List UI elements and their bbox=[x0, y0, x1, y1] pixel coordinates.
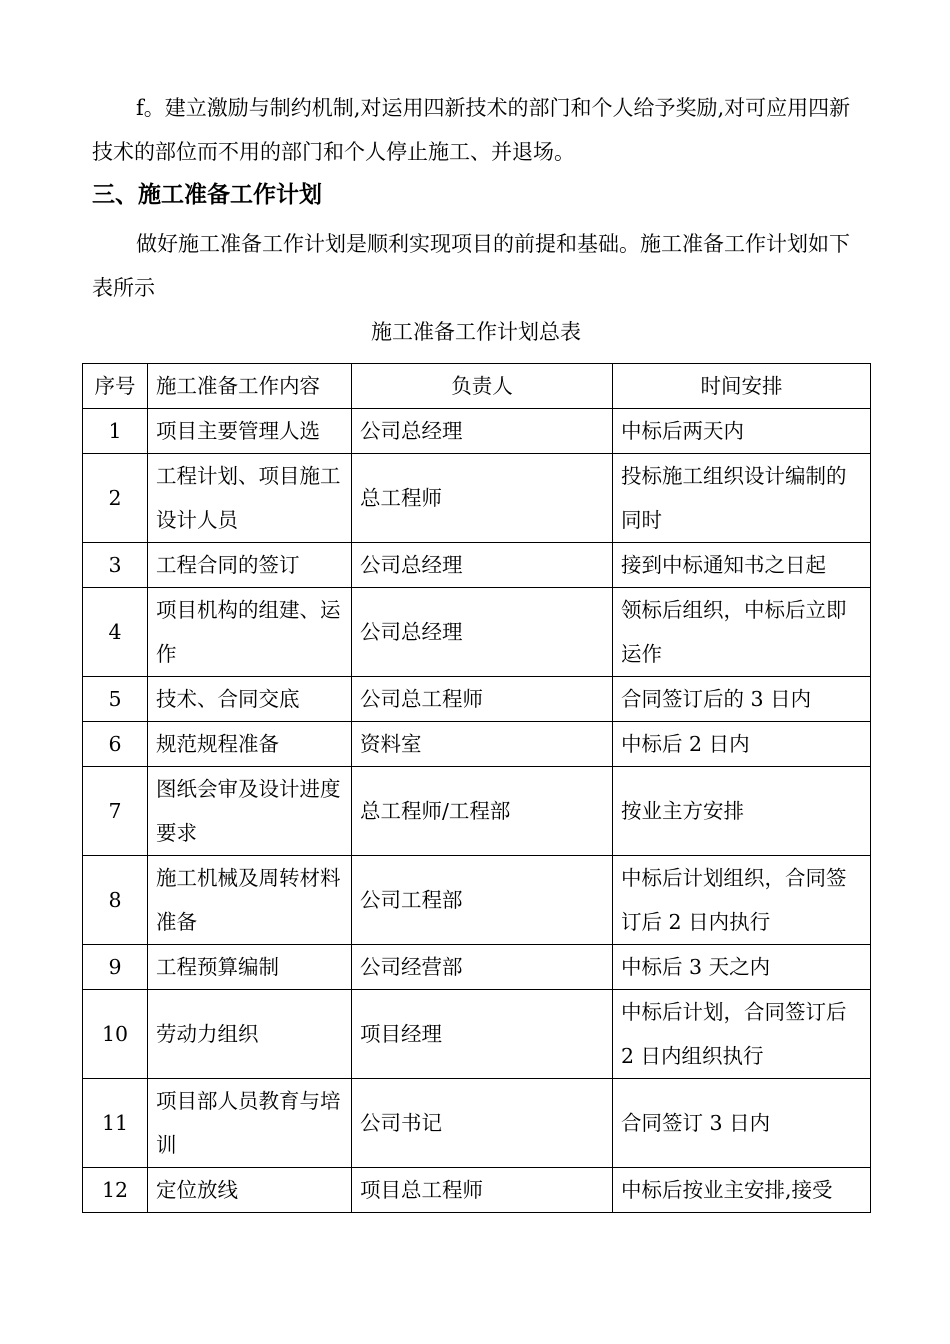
cell-content: 工程计划、项目施工设计人员 bbox=[148, 454, 352, 543]
cell-time: 中标后 2 日内 bbox=[613, 722, 871, 767]
table-row bbox=[83, 454, 871, 543]
cell-content: 施工机械及周转材料准备 bbox=[148, 856, 352, 945]
cell-owner: 公司书记 bbox=[352, 1079, 613, 1168]
cell-owner: 公司总经理 bbox=[352, 409, 613, 454]
cell-no: 6 bbox=[83, 722, 148, 767]
table-row bbox=[83, 722, 871, 767]
paragraph-incentive-text: f。建立激励与制约机制,对运用四新技术的部门和个人给予奖励,对可应用四新技术的部位而不用的部门和个人停止施工、并退场。 bbox=[92, 96, 851, 164]
paragraph-incentive bbox=[92, 86, 862, 174]
cell-no: 4 bbox=[83, 588, 148, 677]
cell-owner: 公司总经理 bbox=[352, 588, 613, 677]
cell-owner: 资料室 bbox=[352, 722, 613, 767]
cell-time: 接到中标通知书之日起 bbox=[613, 543, 871, 588]
cell-content: 工程合同的签订 bbox=[148, 543, 352, 588]
cell-time: 合同签订 3 日内 bbox=[613, 1079, 871, 1168]
cell-time: 中标后两天内 bbox=[613, 409, 871, 454]
cell-owner: 项目总工程师 bbox=[352, 1168, 613, 1213]
table-row bbox=[83, 409, 871, 454]
cell-no: 12 bbox=[83, 1168, 148, 1213]
table-row bbox=[83, 1079, 871, 1168]
cell-content: 工程预算编制 bbox=[148, 945, 352, 990]
paragraph-intro-text: 做好施工准备工作计划是顺利实现项目的前提和基础。施工准备工作计划如下表所示 bbox=[92, 232, 850, 300]
table-row bbox=[83, 990, 871, 1079]
cell-no: 2 bbox=[83, 454, 148, 543]
cell-owner: 公司总经理 bbox=[352, 543, 613, 588]
paragraph-intro bbox=[92, 222, 862, 310]
cell-content: 项目部人员教育与培训 bbox=[148, 1079, 352, 1168]
cell-content: 技术、合同交底 bbox=[148, 677, 352, 722]
cell-time: 中标后 3 天之内 bbox=[613, 945, 871, 990]
cell-content: 图纸会审及设计进度要求 bbox=[148, 767, 352, 856]
table-row bbox=[83, 543, 871, 588]
table-row bbox=[83, 677, 871, 722]
cell-owner: 项目经理 bbox=[352, 990, 613, 1079]
cell-owner: 公司总工程师 bbox=[352, 677, 613, 722]
cell-no: 1 bbox=[83, 409, 148, 454]
section-heading: 三、施工准备工作计划 bbox=[92, 182, 322, 208]
cell-owner: 公司经营部 bbox=[352, 945, 613, 990]
cell-time: 按业主方安排 bbox=[613, 767, 871, 856]
table-row bbox=[83, 1168, 871, 1213]
cell-time: 投标施工组织设计编制的同时 bbox=[613, 454, 871, 543]
cell-owner: 总工程师 bbox=[352, 454, 613, 543]
cell-time: 中标后计划组织，合同签订后 2 日内执行 bbox=[613, 856, 871, 945]
cell-time: 中标后按业主安排,接受 bbox=[613, 1168, 871, 1213]
cell-time: 中标后计划，合同签订后 2 日内组织执行 bbox=[613, 990, 871, 1079]
cell-content: 定位放线 bbox=[148, 1168, 352, 1213]
header-no: 序号 bbox=[83, 364, 148, 409]
cell-no: 9 bbox=[83, 945, 148, 990]
cell-no: 3 bbox=[83, 543, 148, 588]
cell-content: 项目主要管理人选 bbox=[148, 409, 352, 454]
cell-time: 合同签订后的 3 日内 bbox=[613, 677, 871, 722]
cell-no: 8 bbox=[83, 856, 148, 945]
cell-time: 领标后组织，中标后立即运作 bbox=[613, 588, 871, 677]
cell-content: 项目机构的组建、运作 bbox=[148, 588, 352, 677]
table-row bbox=[83, 767, 871, 856]
cell-owner: 公司工程部 bbox=[352, 856, 613, 945]
cell-no: 11 bbox=[83, 1079, 148, 1168]
cell-no: 10 bbox=[83, 990, 148, 1079]
preparation-plan-table bbox=[82, 363, 871, 1213]
header-content: 施工准备工作内容 bbox=[148, 364, 352, 409]
cell-owner: 总工程师/工程部 bbox=[352, 767, 613, 856]
header-time: 时间安排 bbox=[613, 364, 871, 409]
table-caption: 施工准备工作计划总表 bbox=[371, 320, 581, 344]
table-row bbox=[83, 588, 871, 677]
table-row bbox=[83, 945, 871, 990]
cell-no: 7 bbox=[83, 767, 148, 856]
header-owner: 负责人 bbox=[352, 364, 613, 409]
cell-content: 劳动力组织 bbox=[148, 990, 352, 1079]
cell-no: 5 bbox=[83, 677, 148, 722]
table-header-row bbox=[83, 364, 871, 409]
table-row bbox=[83, 856, 871, 945]
cell-content: 规范规程准备 bbox=[148, 722, 352, 767]
